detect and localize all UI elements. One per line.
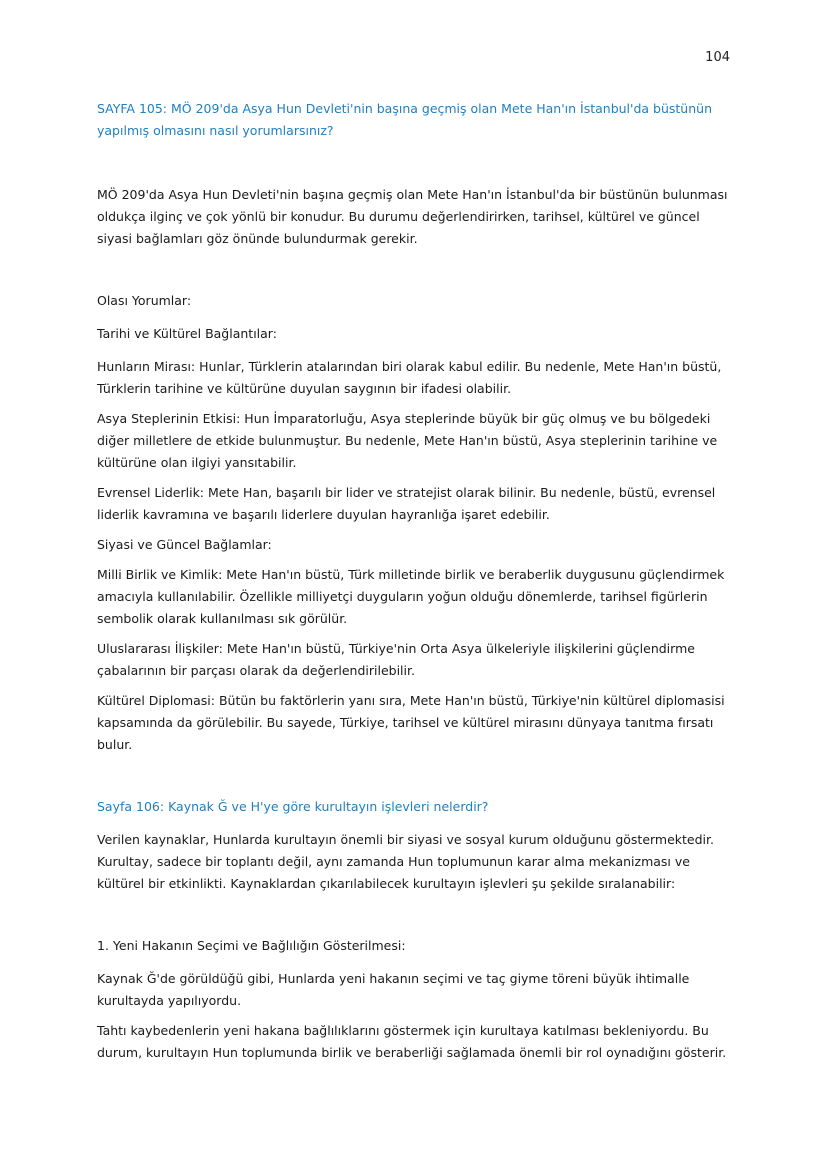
siyasi-guncel-title: Siyasi ve Güncel Bağlamlar: <box>97 537 272 552</box>
paragraph-milli-birlik: Milli Birlik ve Kimlik: Mete Han'ın büstü, Türk milletinde birlik ve beraberlik duygusunu güçlendirmek amacıyla kullanılabilir. Özellikle milliyetçi duyguların yoğun olduğu dönemlerde, tarihsel figürlerin sembolik olarak kullanılması sık görülür. <box>97 567 725 626</box>
paragraph-asya-stepleri: Asya Steplerinin Etkisi: Hun İmparatorluğu, Asya steplerinde büyük bir güç olmuş ve bu bölgedeki diğer milletlere de etkide bulunmuştur. Bu nedenle, Mete Han'ın büstü, Asya steplerinin tarihine ve kültürüne olan ilgiyi yansıtabilir. <box>97 411 718 470</box>
section1-intro: MÖ 209'da Asya Hun Devleti'nin başına geçmiş olan Mete Han'ın İstanbul'da bir büstünün bulunması oldukça ilginç ve çok yönlü bir konudur. Bu durumu değerlendirirken, tarihsel, kültürel ve güncel siyasi bağlamları göz önünde bulundurmak gerekir. <box>97 187 728 246</box>
page-content <box>97 98 737 1064</box>
page-number: 104 <box>705 50 730 65</box>
section2-heading: Sayfa 106: Kaynak Ğ ve H'ye göre kurultayın işlevleri nelerdir? <box>97 799 489 814</box>
item1-paragraph-2: Tahtı kaybedenlerin yeni hakana bağlılıklarını göstermek için kurultaya katılması bekleniyordu. Bu durum, kurultayın Hun toplumunda birlik ve beraberliği sağlamada önemli bir rol oynadığını gösterir. <box>97 1023 727 1060</box>
tarihi-kulturel-title: Tarihi ve Kültürel Bağlantılar: <box>97 326 277 341</box>
section1-heading: SAYFA 105: MÖ 209'da Asya Hun Devleti'nin başına geçmiş olan Mete Han'ın İstanbul'da büstünün yapılmış olmasını nasıl yorumlarsınız? <box>97 101 712 138</box>
olasi-yorumlar-label: Olası Yorumlar: <box>97 293 192 308</box>
item1-title: 1. Yeni Hakanın Seçimi ve Bağlılığın Gösterilmesi: <box>97 938 406 953</box>
paragraph-kulturel-diplomasi: Kültürel Diplomasi: Bütün bu faktörlerin yanı sıra, Mete Han'ın büstü, Türkiye'nin kültürel diplomasisi kapsamında da görülebilir. Bu sayede, Türkiye, tarihsel ve kültürel mirasını dünyaya tanıtma fırsatı bulur. <box>97 693 725 752</box>
paragraph-hun-mirasi: Hunların Mirası: Hunlar, Türklerin atalarından biri olarak kabul edilir. Bu nedenle, Mete Han'ın büstü, Türklerin tarihine ve kültürüne duyulan saygının bir ifadesi olabilir. <box>97 359 722 396</box>
section2-intro: Verilen kaynaklar, Hunlarda kurultayın önemli bir siyasi ve sosyal kurum olduğunu göstermektedir. Kurultay, sadece bir toplantı değil, aynı zamanda Hun toplumunun karar alma mekanizması ve kültürel bir etkinlikti. Kaynaklardan çıkarılabilecek kurultayın işlevleri şu şekilde sıralanabilir: <box>97 832 714 891</box>
paragraph-uluslararasi: Uluslararası İlişkiler: Mete Han'ın büstü, Türkiye'nin Orta Asya ülkeleriyle ilişkilerini güçlendirme çabalarının bir parçası olarak da değerlendirilebilir. <box>97 641 695 678</box>
paragraph-evrensel-liderlik: Evrensel Liderlik: Mete Han, başarılı bir lider ve stratejist olarak bilinir. Bu nedenle, büstü, evrensel liderlik kavramına ve başarılı liderlere duyulan hayranlığa işaret edebilir. <box>97 485 716 522</box>
item1-paragraph-1: Kaynak Ğ'de görüldüğü gibi, Hunlarda yeni hakanın seçimi ve taç giyme töreni büyük ihtimalle kurultayda yapılıyordu. <box>97 971 690 1008</box>
